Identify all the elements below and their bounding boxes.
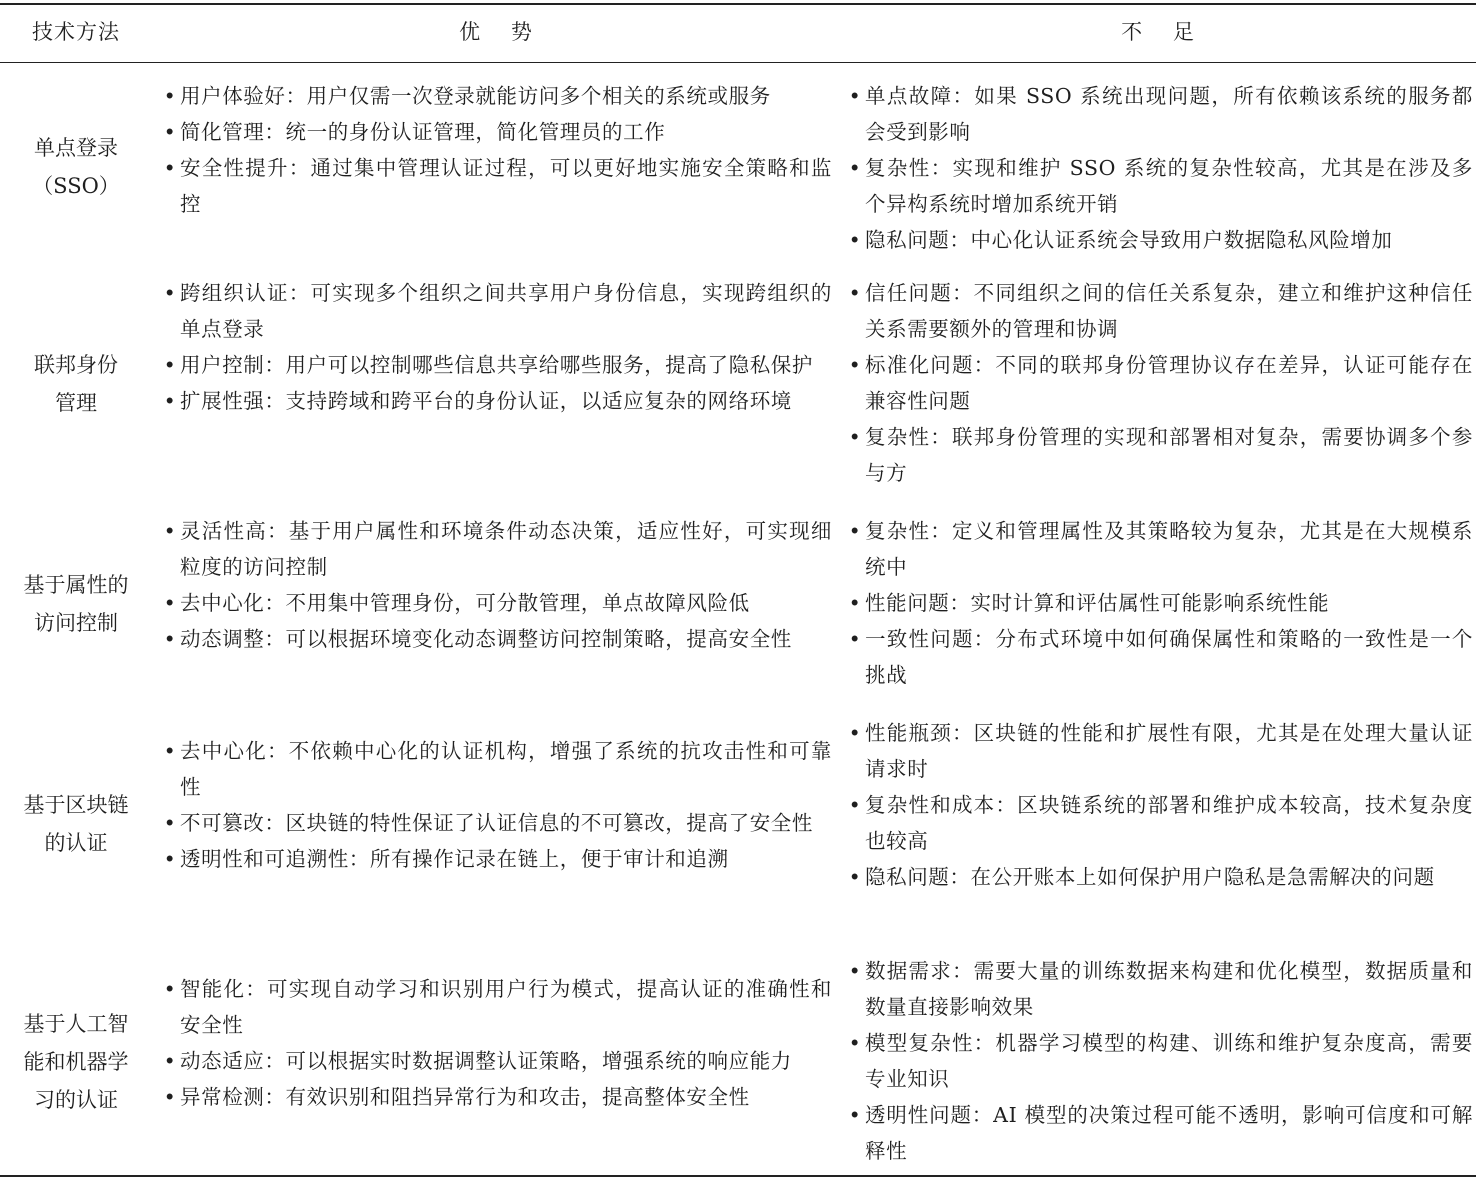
bullet-icon: • <box>163 519 177 543</box>
method-line: 基于人工智 <box>23 1012 129 1036</box>
disadvantage-item: • 复杂性：联邦身份管理的实现和部署相对复杂，需要协调多个参与方 <box>845 419 1473 491</box>
table-header-rule <box>0 62 1476 63</box>
bullet-icon: • <box>163 353 177 377</box>
header-method: 技术方法 <box>32 20 120 44</box>
advantage-item: • 安全性提升：通过集中管理认证过程，可以更好地实施安全策略和监控 <box>160 150 832 222</box>
bullet-icon: • <box>848 627 862 651</box>
bullet-icon: • <box>848 591 862 615</box>
advantage-item: • 动态调整：可以根据环境变化动态调整访问控制策略，提高安全性 <box>160 621 832 657</box>
disadvantage-item: • 复杂性和成本：区块链系统的部署和维护成本较高，技术复杂度也较高 <box>845 787 1473 859</box>
method-cell <box>0 275 152 493</box>
header-advantages: 优 势 <box>459 20 533 44</box>
disadvantage-item: • 标准化问题：不同的联邦身份管理协议存在差异，认证可能存在兼容性问题 <box>845 347 1473 419</box>
bullet-icon: • <box>848 228 862 252</box>
method-line: 管理 <box>55 391 97 415</box>
disadvantage-item: • 数据需求：需要大量的训练数据来构建和优化模型，数据质量和数量直接影响效果 <box>845 953 1473 1025</box>
bullet-icon: • <box>163 281 177 305</box>
disadvantage-item: • 隐私问题：中心化认证系统会导致用户数据隐私风险增加 <box>845 222 1473 258</box>
disadvantage-item: • 复杂性：实现和维护 SSO 系统的复杂性较高，尤其是在涉及多个异构系统时增加系统开销 <box>845 150 1473 222</box>
advantage-item: • 扩展性强：支持跨域和跨平台的身份认证，以适应复杂的网络环境 <box>160 383 832 419</box>
method-line: 的认证 <box>44 831 108 855</box>
disadvantage-item: • 一致性问题：分布式环境中如何确保属性和策略的一致性是一个挑战 <box>845 621 1473 693</box>
bullet-icon: • <box>848 1103 862 1127</box>
method-line: 单点登录 <box>34 136 118 160</box>
advantages-cell <box>160 733 832 877</box>
method-cell <box>0 513 152 695</box>
method-line: （SSO） <box>32 174 120 198</box>
bullet-icon: • <box>848 84 862 108</box>
method-line: 基于属性的 <box>23 573 129 597</box>
bullet-icon: • <box>163 1085 177 1109</box>
disadvantage-item: • 模型复杂性：机器学习模型的构建、训练和维护复杂度高，需要专业知识 <box>845 1025 1473 1097</box>
advantage-item: • 用户控制：用户可以控制哪些信息共享给哪些服务，提高了隐私保护 <box>160 347 832 383</box>
disadvantage-item: • 信任问题：不同组织之间的信任关系复杂，建立和维护这种信任关系需要额外的管理和协调 <box>845 275 1473 347</box>
bullet-icon: • <box>163 156 177 180</box>
table-row <box>0 78 1476 256</box>
disadvantages-cell <box>845 715 1473 895</box>
table-row <box>0 513 1476 695</box>
bullet-icon: • <box>163 627 177 651</box>
disadvantage-item: • 透明性问题：AI 模型的决策过程可能不透明，影响可信度和可解释性 <box>845 1097 1473 1169</box>
bullet-icon: • <box>848 959 862 983</box>
bullet-icon: • <box>163 591 177 615</box>
disadvantages-cell <box>845 513 1473 693</box>
advantage-item: • 用户体验好：用户仅需一次登录就能访问多个相关的系统或服务 <box>160 78 832 114</box>
table-row <box>0 275 1476 493</box>
bullet-icon: • <box>848 519 862 543</box>
advantages-cell <box>160 78 832 222</box>
bullet-icon: • <box>163 84 177 108</box>
method-line: 联邦身份 <box>34 353 118 377</box>
disadvantages-cell <box>845 78 1473 258</box>
method-line: 习的认证 <box>34 1088 118 1112</box>
advantage-item: • 智能化：可实现自动学习和识别用户行为模式，提高认证的准确性和安全性 <box>160 971 832 1043</box>
bullet-icon: • <box>163 977 177 1001</box>
bullet-icon: • <box>163 1049 177 1073</box>
disadvantages-cell <box>845 275 1473 491</box>
advantage-item: • 去中心化：不用集中管理身份，可分散管理，单点故障风险低 <box>160 585 832 621</box>
method-line: 能和机器学 <box>23 1050 129 1074</box>
method-cell <box>0 78 152 256</box>
table-top-rule <box>0 3 1476 5</box>
advantages-cell <box>160 275 832 419</box>
bullet-icon: • <box>163 120 177 144</box>
disadvantage-item: • 性能瓶颈：区块链的性能和扩展性有限，尤其是在处理大量认证请求时 <box>845 715 1473 787</box>
method-cell <box>0 715 152 933</box>
disadvantage-item: • 性能问题：实时计算和评估属性可能影响系统性能 <box>845 585 1473 621</box>
bullet-icon: • <box>163 847 177 871</box>
advantage-item: • 跨组织认证：可实现多个组织之间共享用户身份信息，实现跨组织的单点登录 <box>160 275 832 347</box>
advantage-item: • 不可篡改：区块链的特性保证了认证信息的不可篡改，提高了安全性 <box>160 805 832 841</box>
advantage-item: • 简化管理：统一的身份认证管理，简化管理员的工作 <box>160 114 832 150</box>
bullet-icon: • <box>848 793 862 817</box>
advantage-item: • 动态适应：可以根据实时数据调整认证策略，增强系统的响应能力 <box>160 1043 832 1079</box>
disadvantages-cell <box>845 953 1473 1169</box>
header-disadvantages: 不 足 <box>1121 20 1195 44</box>
advantages-cell <box>160 971 832 1115</box>
table-row <box>0 715 1476 933</box>
bullet-icon: • <box>848 353 862 377</box>
bullet-icon: • <box>848 1031 862 1055</box>
bullet-icon: • <box>848 425 862 449</box>
method-cell <box>0 953 152 1171</box>
advantage-item: • 灵活性高：基于用户属性和环境条件动态决策，适应性好，可实现细粒度的访问控制 <box>160 513 832 585</box>
advantage-item: • 去中心化：不依赖中心化的认证机构，增强了系统的抗攻击性和可靠性 <box>160 733 832 805</box>
disadvantage-item: • 隐私问题：在公开账本上如何保护用户隐私是急需解决的问题 <box>845 859 1473 895</box>
table-bottom-rule <box>0 1175 1476 1177</box>
bullet-icon: • <box>848 281 862 305</box>
advantage-item: • 异常检测：有效识别和阻挡异常行为和攻击，提高整体安全性 <box>160 1079 832 1115</box>
bullet-icon: • <box>163 739 177 763</box>
bullet-icon: • <box>848 721 862 745</box>
bullet-icon: • <box>848 865 862 889</box>
advantages-cell <box>160 513 832 657</box>
disadvantage-item: • 单点故障：如果 SSO 系统出现问题，所有依赖该系统的服务都会受到影响 <box>845 78 1473 150</box>
bullet-icon: • <box>163 811 177 835</box>
bullet-icon: • <box>163 389 177 413</box>
method-line: 访问控制 <box>34 611 118 635</box>
table-row <box>0 953 1476 1171</box>
disadvantage-item: • 复杂性：定义和管理属性及其策略较为复杂，尤其是在大规模系统中 <box>845 513 1473 585</box>
advantage-item: • 透明性和可追溯性：所有操作记录在链上，便于审计和追溯 <box>160 841 832 877</box>
method-line: 基于区块链 <box>23 793 129 817</box>
bullet-icon: • <box>848 156 862 180</box>
